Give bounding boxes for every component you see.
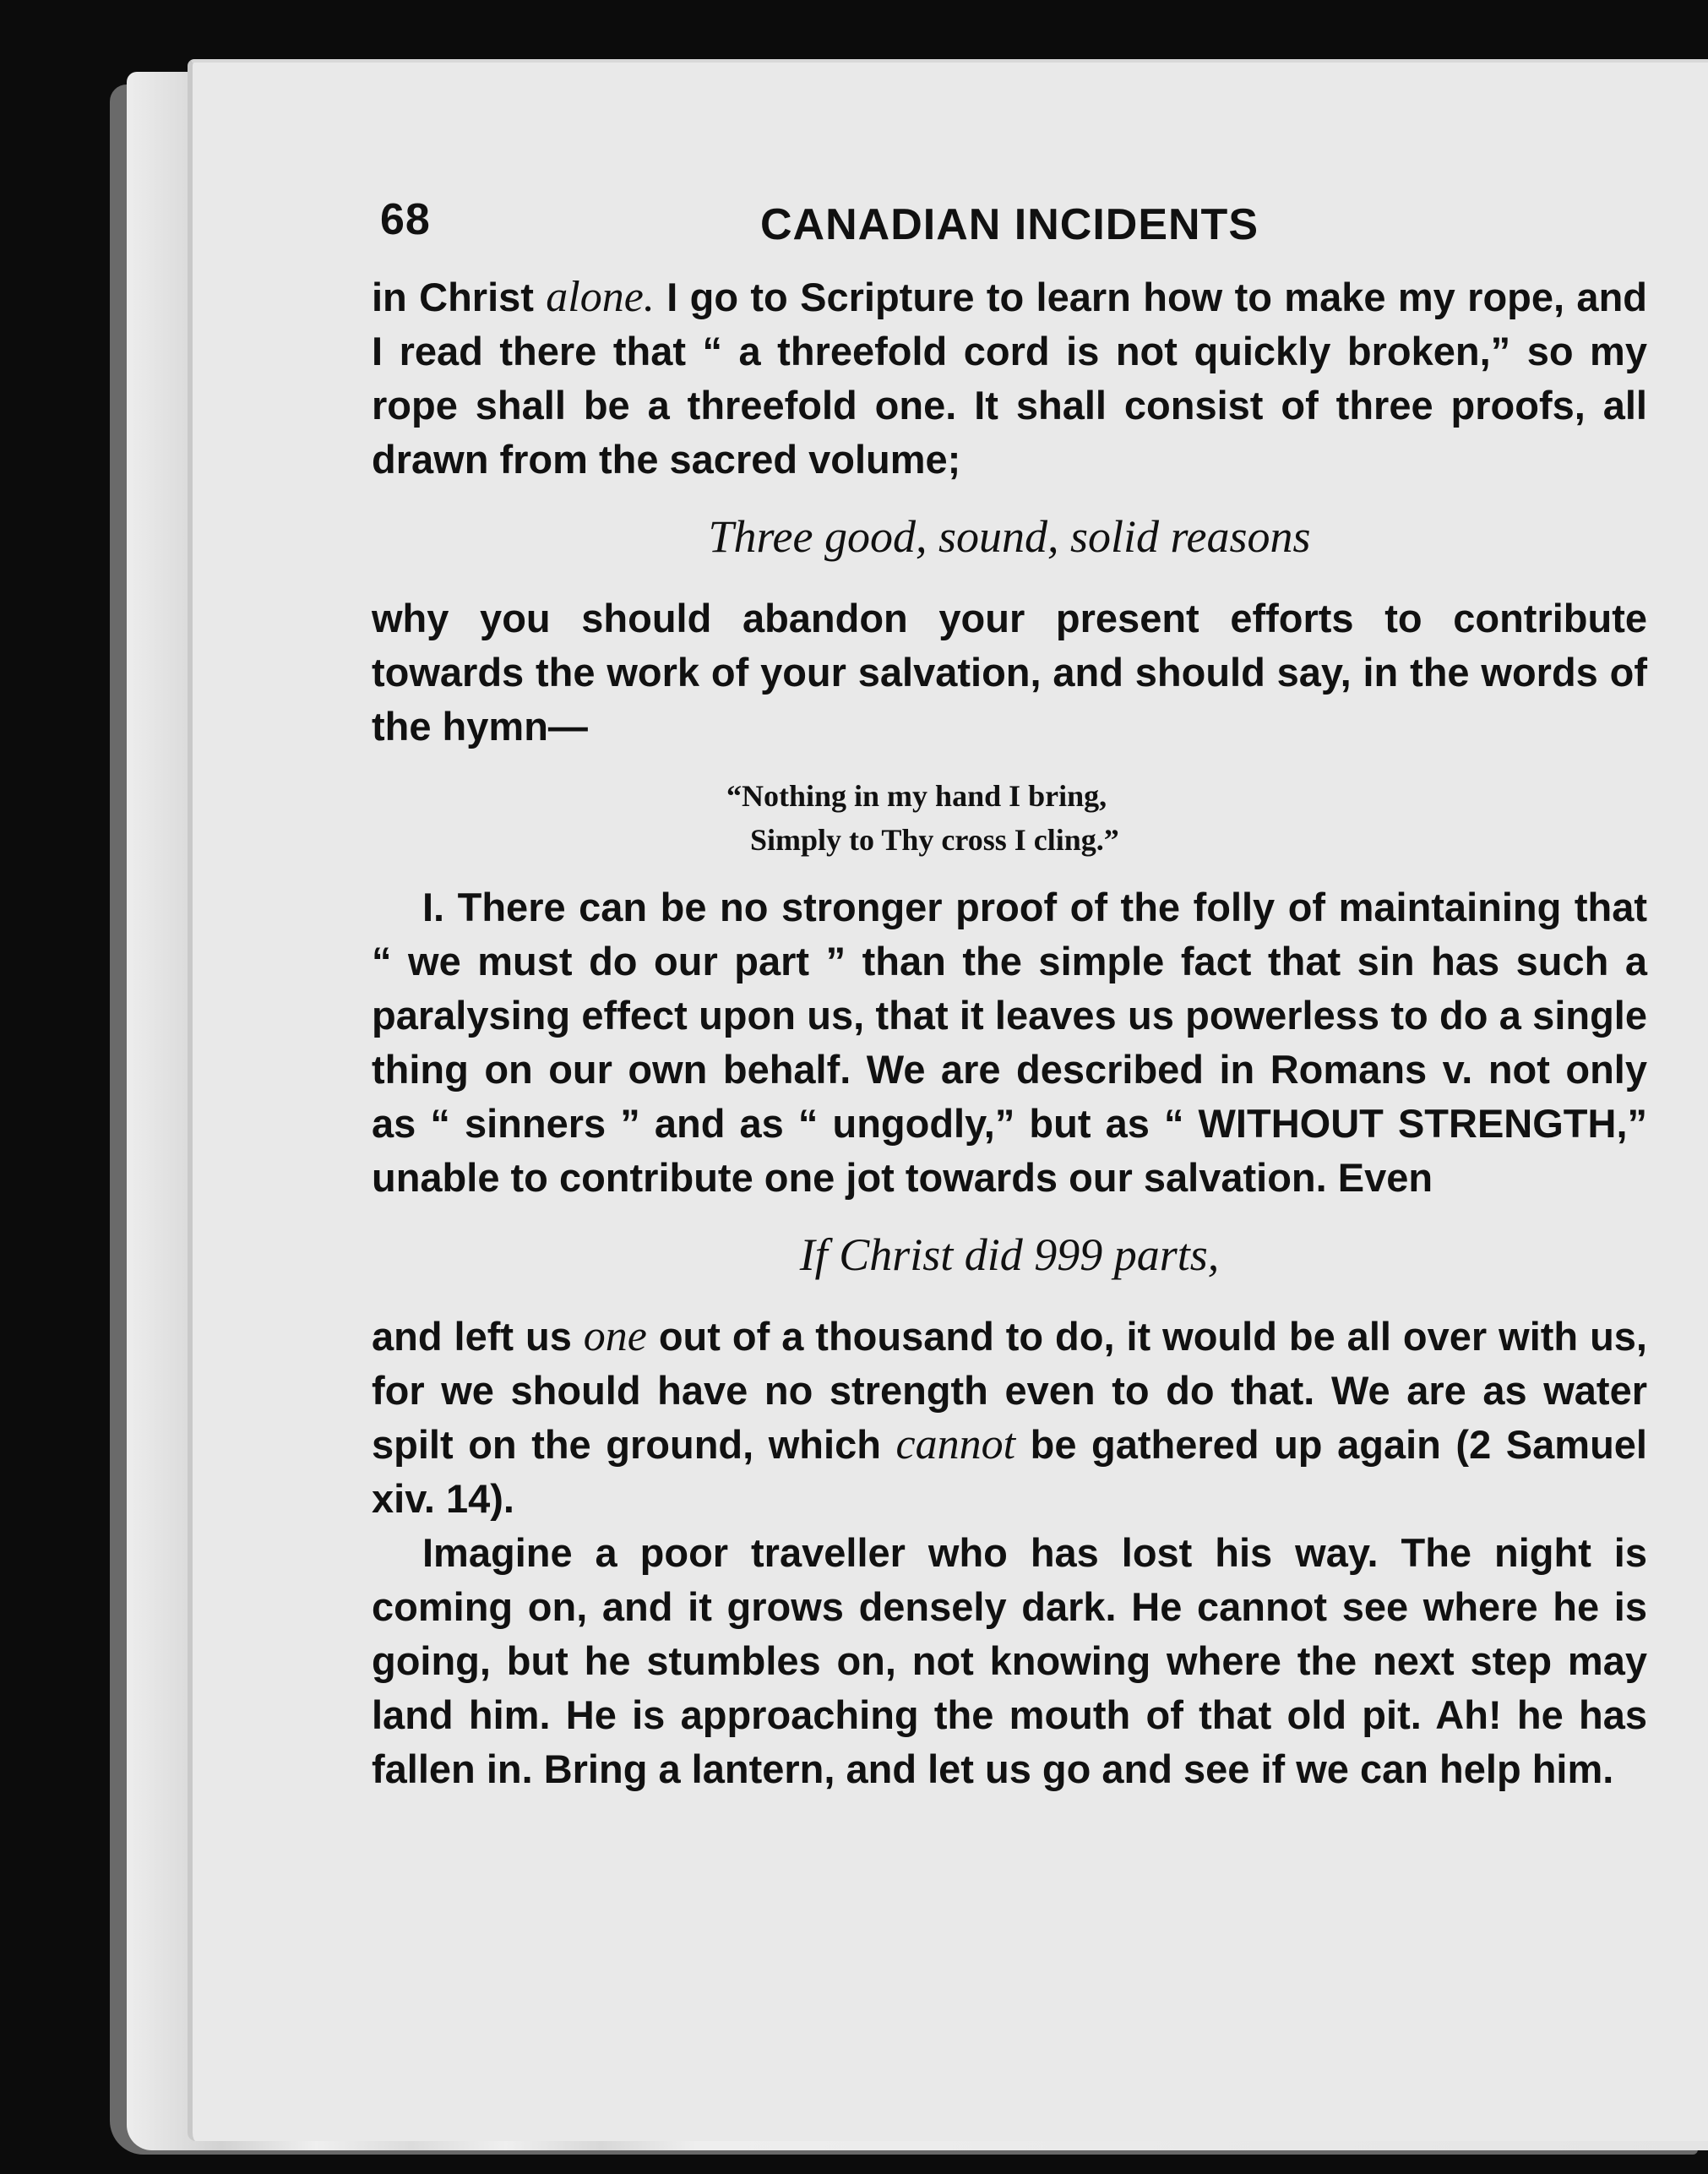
hymn-line-1: “Nothing in my hand I bring, bbox=[726, 779, 1107, 813]
paragraph-1 bbox=[372, 270, 1647, 487]
paragraph-5: Imagine a poor traveller who has lost his way. The night is coming on, and it grows densely dark. He cannot see where he is going, but he stumbles on, not knowing where the next step may land him. He is approaching the mouth of that old pit. Ah! he has fallen in. Bring a lantern, and let us go and see if we can help him. bbox=[372, 1530, 1647, 1791]
paragraph-2: why you should abandon your present efforts to contribute towards the work of your salvation, and should say, in the words of the hymn— bbox=[372, 596, 1647, 749]
subheading-999-parts: If Christ did 999 parts, bbox=[799, 1229, 1220, 1280]
paragraph-4-middle: out of a thousand to do, it would be all over with us, for we should have no strength even to do that. We are as water spilt on the ground, which bbox=[372, 1314, 1647, 1467]
paragraph-4 bbox=[372, 1310, 1647, 1526]
emphasis-alone: alone. bbox=[546, 273, 655, 321]
subheading-three-reasons: Three good, sound, solid reasons bbox=[708, 511, 1311, 562]
hymn-line-2: Simply to Thy cross I cling.” bbox=[750, 823, 1119, 857]
paragraph-4-start: and left us bbox=[372, 1314, 584, 1359]
page-text-block bbox=[372, 194, 1647, 1796]
hymn-quote bbox=[372, 774, 1647, 862]
paragraph-4-end: be gathered up again (2 Samuel xiv. 14). bbox=[372, 1422, 1647, 1521]
paragraph-1-rest: I go to Scripture to learn how to make my rope, and I read there that “ a threefold cord is not quickly broken,” so my rope shall be a threefold one. It shall consist of three proofs, all drawn from the sacred volume; bbox=[372, 275, 1647, 482]
paragraph-1-start: in Christ bbox=[372, 275, 547, 319]
page-number: 68 bbox=[380, 195, 431, 244]
running-head bbox=[372, 194, 1647, 270]
paragraph-3: I. There can be no stronger proof of the folly of maintaining that “ we must do our part ” than the simple fact that sin has such a paralysing effect upon us, that it leaves us powerless to do a single thing on our own behalf. We are described in Romans v. not only as “ sinners ” and as “ ungodly,” but as “ WITHOUT STRENGTH,” unable to contribute one jot towards our salvation. Even bbox=[372, 885, 1647, 1200]
emphasis-one: one bbox=[583, 1312, 647, 1360]
running-title: CANADIAN INCIDENTS bbox=[760, 200, 1259, 249]
emphasis-cannot: cannot bbox=[895, 1420, 1016, 1468]
